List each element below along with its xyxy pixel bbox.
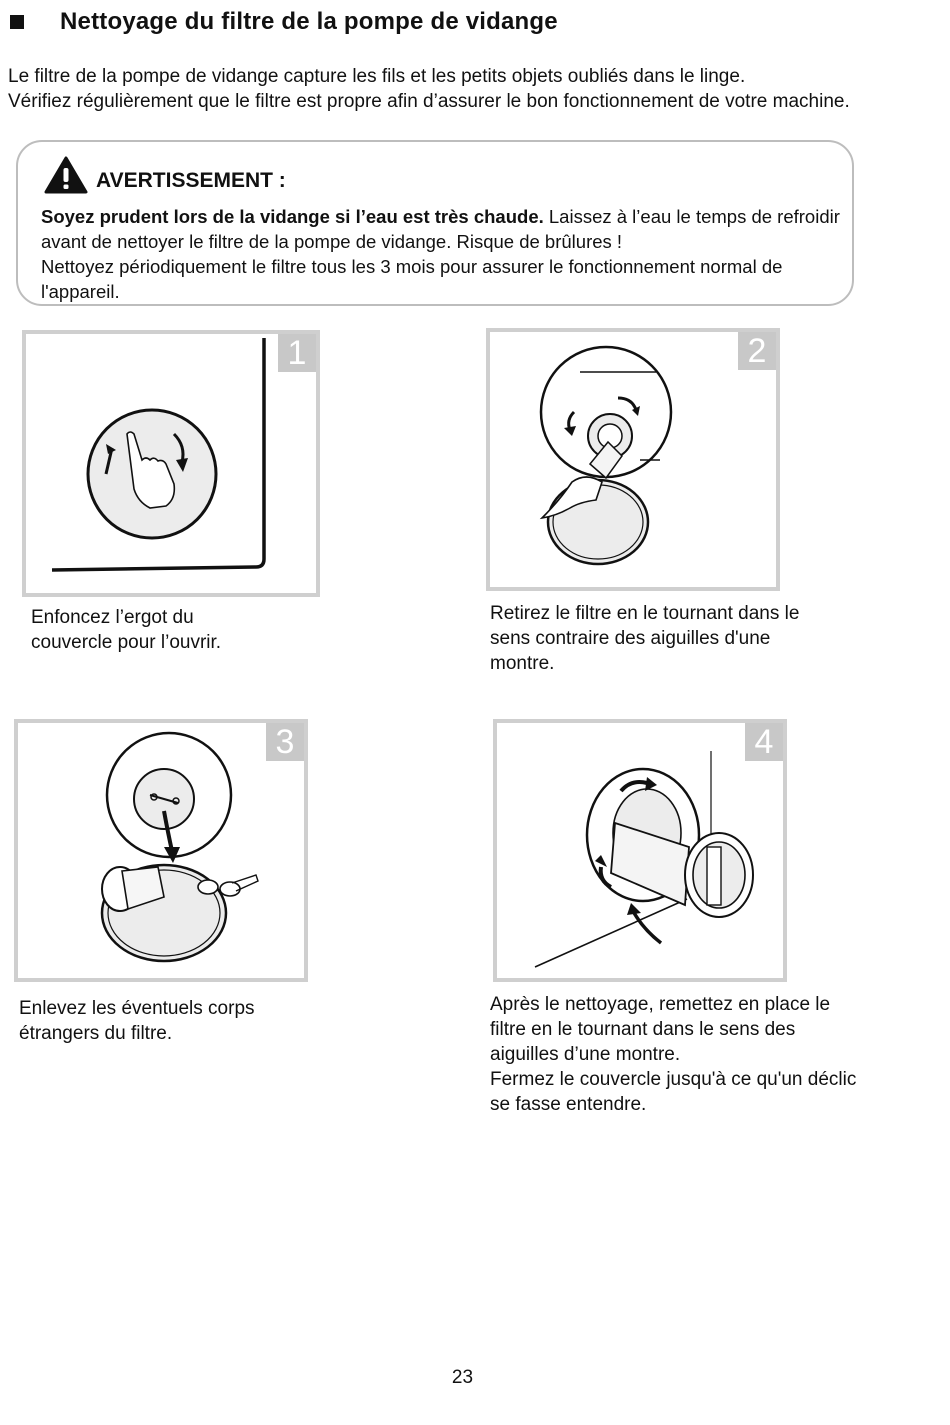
clean-filter-illustration	[18, 723, 304, 978]
step-1-illustration	[22, 330, 320, 597]
step-4-caption	[490, 992, 856, 1117]
warning-triangle-icon	[44, 156, 88, 194]
step-4-illustration	[493, 719, 787, 982]
step-2-illustration	[486, 328, 780, 591]
step-4-caption-line-4: Fermez le couvercle jusqu'à ce qu'un déclic	[490, 1069, 857, 1090]
remove-filter-illustration	[490, 332, 776, 587]
step-2-number: 2	[738, 332, 776, 370]
step-3-caption	[19, 996, 255, 1046]
refit-filter-illustration	[497, 723, 783, 978]
step-2-caption-line-2: sens contraire des aiguilles d'une	[490, 628, 771, 649]
step-1-caption	[31, 605, 221, 655]
step-1-caption-line-2: couvercle pour l’ouvrir.	[31, 632, 222, 653]
press-latch-illustration	[26, 334, 316, 593]
warning-box	[16, 140, 854, 306]
warning-paragraph-1	[41, 204, 847, 254]
step-3-caption-line-2: étrangers du filtre.	[19, 1023, 173, 1044]
step-4-number: 4	[745, 723, 783, 761]
step-2-caption	[490, 601, 799, 676]
step-2-caption-line-3: montre.	[490, 653, 555, 674]
intro-line-1: Le filtre de la pompe de vidange capture les fils et les petits objets oubliés dans le linge.	[8, 66, 746, 87]
warning-bold-lead: Soyez prudent lors de la vidange si l’eau est très chaude.	[41, 206, 544, 227]
warning-text-1: Laissez à l’eau le temps de refroidir avant de nettoyer le filtre de la pompe de vidange. Risque de brûlures !	[41, 206, 840, 252]
step-3-illustration	[14, 719, 308, 982]
step-3-caption-line-1: Enlevez les éventuels corps	[19, 998, 255, 1019]
square-bullet-icon	[10, 15, 24, 29]
step-2-caption-line-1: Retirez le filtre en le tournant dans le	[490, 603, 800, 624]
step-4-caption-line-1: Après le nettoyage, remettez en place le	[490, 994, 831, 1015]
page-number: 23	[451, 1367, 474, 1388]
intro-line-2: Vérifiez régulièrement que le filtre est propre afin d’assurer le bon fonctionnement de votre machine.	[8, 91, 850, 112]
step-4-caption-line-5: se fasse entendre.	[490, 1094, 647, 1115]
warning-title: AVERTISSEMENT :	[96, 169, 286, 192]
step-4-caption-line-2: filtre en le tournant dans le sens des	[490, 1019, 796, 1040]
step-4-caption-line-3: aiguilles d’une montre.	[490, 1044, 681, 1065]
section-heading	[10, 8, 558, 36]
section-title: Nettoyage du filtre de la pompe de vidange	[60, 8, 558, 35]
step-1-caption-line-1: Enfoncez l’ergot du	[31, 607, 194, 628]
warning-paragraph-2: Nettoyez périodiquement le filtre tous les 3 mois pour assurer le fonctionnement normal de l'appareil.	[41, 256, 783, 302]
warning-text	[41, 204, 847, 304]
step-3-number: 3	[266, 723, 304, 761]
intro-paragraph	[8, 64, 928, 114]
warning-header	[44, 156, 286, 194]
step-1-number: 1	[278, 334, 316, 372]
